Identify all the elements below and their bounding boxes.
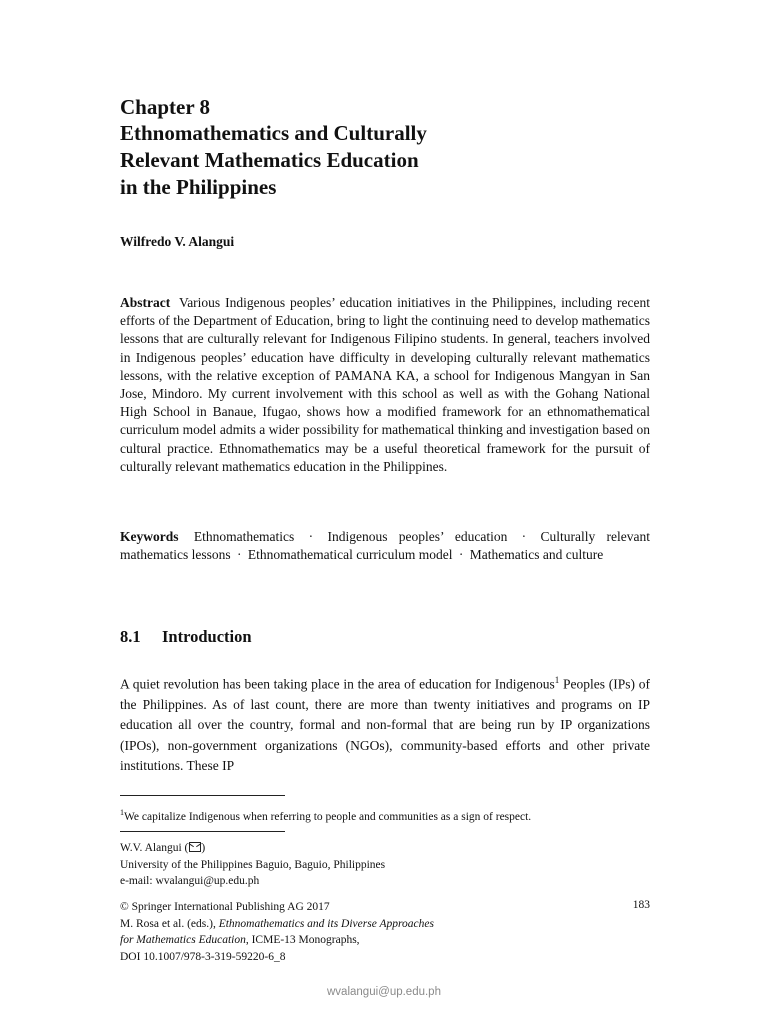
affiliation-email[interactable]: e-mail: wvalangui@up.edu.ph <box>120 875 260 887</box>
keyword: Mathematics and culture <box>469 547 604 563</box>
page-number: 183 <box>632 899 650 911</box>
email-watermark: wvalangui@up.edu.ph <box>327 986 441 998</box>
chapter-label: Chapter 8 <box>120 95 211 119</box>
section-heading <box>120 627 252 647</box>
chapter-title-line: in the Philippines <box>120 175 277 199</box>
intro-text: A quiet revolution has been taking place in the area of education for Indigenous <box>120 676 555 692</box>
editors: M. Rosa et al. (eds.), <box>120 917 219 930</box>
footnote-divider <box>120 795 285 796</box>
footnote <box>120 805 650 825</box>
copyright-block <box>120 899 650 965</box>
keyword: Culturally relevant mathematics lessons <box>120 529 651 563</box>
keywords-label: Keywords <box>120 529 179 544</box>
copyright-line: © Springer International Publishing AG 2017 <box>120 901 330 913</box>
book-title: Ethnomathematics and its Diverse Approaches <box>218 917 434 930</box>
intro-paragraph <box>120 670 650 777</box>
section-title: Introduction <box>162 627 252 646</box>
envelope-icon[interactable] <box>189 842 201 852</box>
chapter-title-line: Relevant Mathematics Education <box>120 148 419 172</box>
keyword-separator: · <box>458 547 464 563</box>
keyword-separator: · <box>236 547 242 563</box>
intro-text: Peoples (IPs) of the Philippines. As of last count, there are more than twenty initiatives and programs on IP education all over the country, formal and non-formal that are being run by IP organizations (IPOs), non-government organizations (NGOs), community-based efforts and other private institutions. These IP <box>120 676 651 774</box>
author-name: Wilfredo V. Alangui <box>120 234 235 249</box>
affiliation-name: W.V. Alangui ( <box>120 842 189 854</box>
footnote-reference[interactable]: 1 <box>554 675 560 685</box>
chapter-title-line: Ethnomathematics and Culturally <box>120 121 427 145</box>
abstract <box>120 294 650 476</box>
abstract-label: Abstract <box>120 295 171 310</box>
keywords <box>120 528 650 564</box>
keyword-separator: · <box>308 529 314 544</box>
footnote-mark: 1 <box>120 808 124 817</box>
chapter-title <box>120 120 650 201</box>
affiliation-institution: University of the Philippines Baguio, Baguio, Philippines <box>120 858 386 871</box>
series-info: , ICME-13 Monographs, <box>245 934 360 946</box>
doi[interactable]: DOI 10.1007/978-3-319-59220-6_8 <box>120 950 286 963</box>
affiliation-name-close: ) <box>201 842 206 854</box>
keyword-separator: · <box>521 529 527 544</box>
abstract-text: Various Indigenous peoples’ education initiatives in the Philippines, including recent efforts of the Department of Education, bring to light the continuing need to develop mathematics lessons that are culturally relevant for Indigenous Filipino students. In general, teachers involved in Indigenous peoples’ education have difficulty in developing culturally relevant mathematics lessons, with the relative exception of PAMANA KA, a school for Indigenous Mangyan in San Jose, Mindoro. My current involvement with this school as well as with the Gohang National High School in Banaue, Ifugao, shows how a modified framework for an ethnomathematical curriculum model admits a wider possibility for mathematical thinking and investigation based on cultural practice. Ethnomathematics may be a useful theoretical framework for the pursuit of culturally relevant mathematics education in the Philippines. <box>120 295 650 474</box>
keyword: Indigenous peoples’ education <box>327 529 508 544</box>
keyword: Ethnomathematics <box>193 529 295 544</box>
affiliation-divider <box>120 831 285 832</box>
section-number: 8.1 <box>120 627 141 646</box>
footnote-text: We capitalize Indigenous when referring to people and communities as a sign of respect. <box>124 810 532 823</box>
keyword: Ethnomathematical curriculum model <box>247 547 453 563</box>
author-affiliation <box>120 840 385 890</box>
book-title-continued: for Mathematics Education <box>120 934 246 946</box>
